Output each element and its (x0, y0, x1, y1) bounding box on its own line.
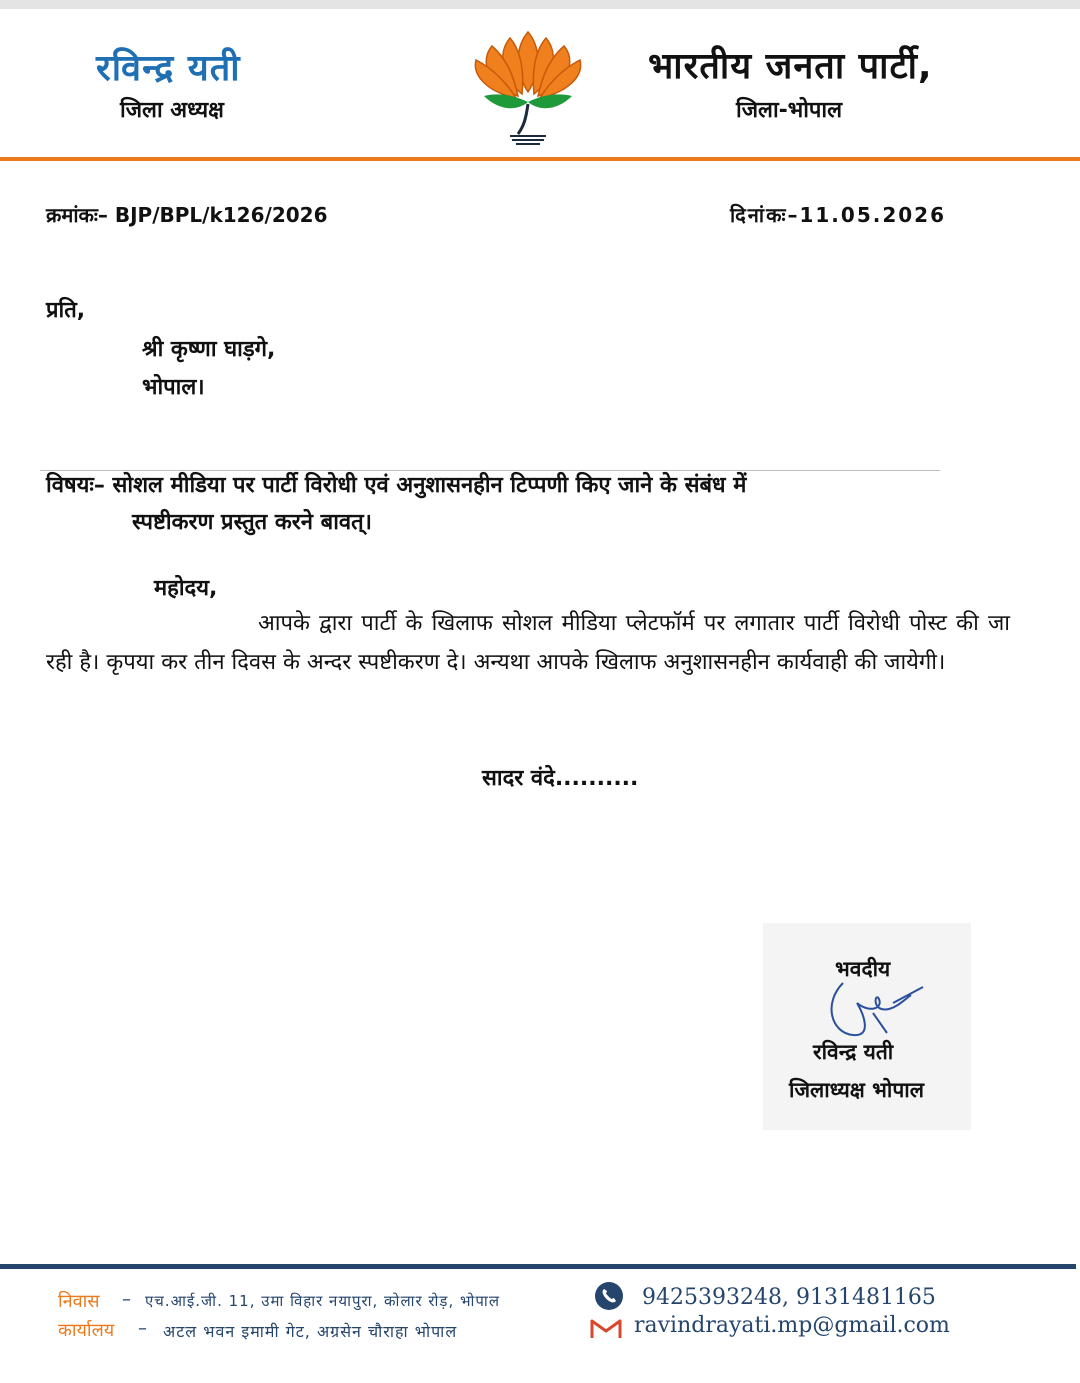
body-paragraph: आपके द्वारा पार्टी के खिलाफ सोशल मीडिया प्लेटफॉर्म पर लगातार पार्टी विरोधी पोस्ट की जा रही है। कृपया कर तीन दिवस के अन्दर स्पष्टीकरण दे। अन्यथा आपके खिलाफ अनुशासनहीन कार्यवाही की जायेगी। (46, 611, 1010, 675)
header-divider (0, 157, 1080, 161)
closing: सादर वंदे.......... (482, 766, 639, 791)
letter-date: दिनांकः–11.05.2026 (730, 203, 947, 227)
yours-label: भवदीय (835, 957, 891, 981)
office-dash: – (138, 1318, 147, 1339)
reference-number: क्रमांकः– BJP/BPL/k126/2026 (46, 203, 328, 227)
subject-line-2: स्पष्टीकरण प्रस्तुत करने बावत्। (132, 510, 373, 535)
signature-block (763, 923, 971, 1130)
letter-body (46, 604, 1010, 682)
lotus-logo-icon (470, 26, 586, 146)
party-name: भारतीय जनता पार्टी, (648, 46, 933, 87)
phone-numbers: 9425393248, 9131481165 (642, 1285, 936, 1310)
signatory-name: रविन्द्र यती (813, 1040, 894, 1064)
party-district: जिला-भोपाल (736, 98, 843, 123)
office-address: अटल भवन इमामी गेट, अग्रसेन चौराहा भोपाल (163, 1322, 458, 1341)
salutation: महोदय, (154, 576, 218, 601)
residence-address: एच.आई.जी. 11, उमा विहार नयापुरा, कोलार रोड़, भोपाल (145, 1292, 500, 1310)
residence-label: निवास (58, 1291, 100, 1312)
phone-icon (594, 1281, 624, 1311)
to-label: प्रति, (46, 298, 86, 323)
signatory-designation: जिलाध्यक्ष भोपाल (789, 1078, 924, 1102)
email-address: ravindrayati.mp@gmail.com (634, 1313, 950, 1338)
residence-dash: – (122, 1289, 131, 1310)
president-title: जिला अध्यक्ष (120, 98, 224, 123)
recipient-name: श्री कृष्णा घाड़गे, (142, 337, 276, 362)
office-label: कार्यालय (58, 1320, 115, 1341)
president-name: रविन्द्र यती (96, 48, 241, 89)
footer-divider (0, 1264, 1076, 1269)
recipient-city: भोपाल। (142, 375, 205, 400)
top-edge-bar (0, 0, 1080, 9)
mail-icon (590, 1318, 622, 1340)
subject-line-1: विषयः– सोशल मीडिया पर पार्टी विरोधी एवं अनुशासनहीन टिप्पणी किए जाने के संबंध में (46, 473, 747, 498)
